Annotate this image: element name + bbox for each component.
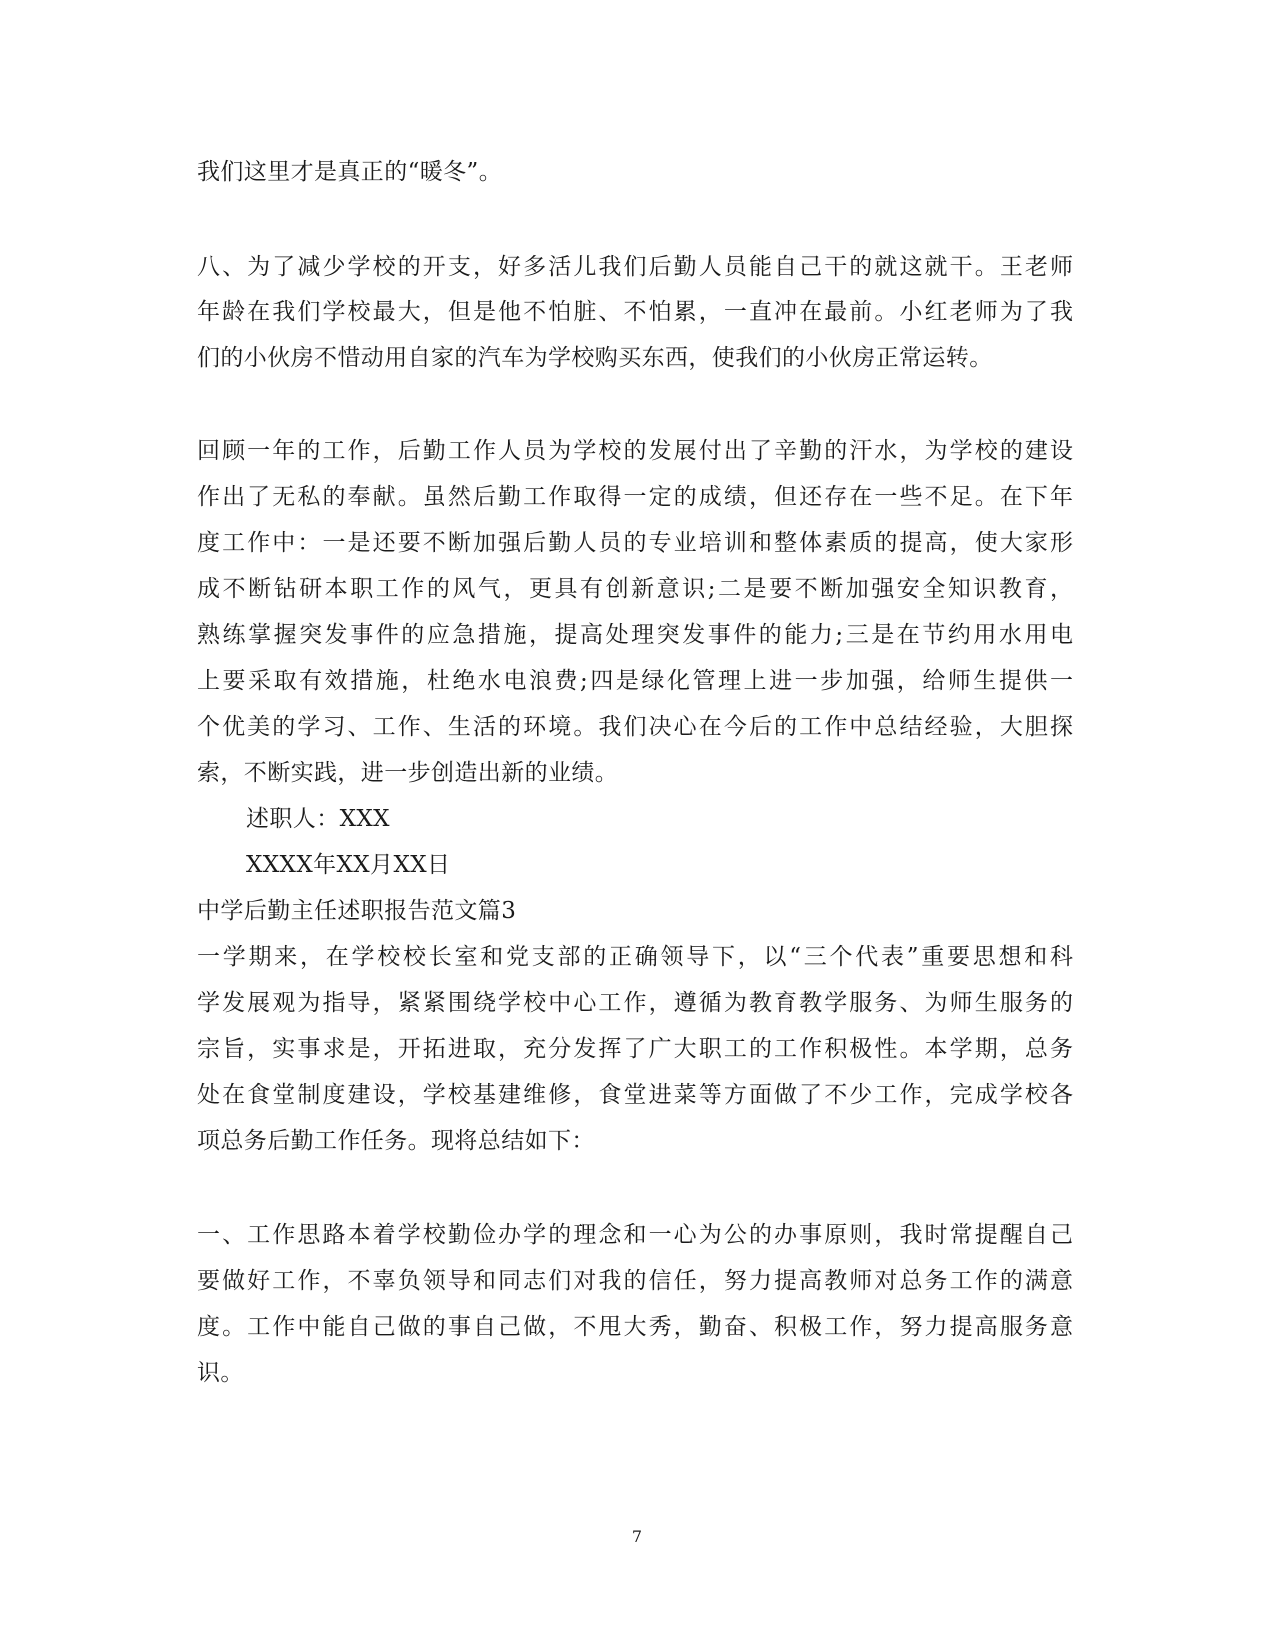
paragraph-line: 八、为了减少学校的开支，好多活儿我们后勤人员能自己干的就这就干。王老师 bbox=[197, 254, 1073, 280]
paragraph-line: 们的小伙房不惜动用自家的汽车为学校购买东西，使我们的小伙房正常运转。 bbox=[197, 345, 993, 371]
paragraph-line: 我们这里才是真正的“暖冬”。 bbox=[197, 159, 503, 185]
date-line: XXXX年XX月XX日 bbox=[246, 852, 451, 878]
paragraph-line: 成不断钻研本职工作的风气，更具有创新意识;二是要不断加强安全知识教育， bbox=[197, 576, 1073, 602]
paragraph-line: 熟练掌握突发事件的应急措施，提高处理突发事件的能力;三是在节约用水用电 bbox=[197, 622, 1073, 648]
paragraph-line: 宗旨，实事求是，开拓进取，充分发挥了广大职工的工作积极性。本学期，总务 bbox=[197, 1036, 1073, 1062]
paragraph-line: 回顾一年的工作，后勤工作人员为学校的发展付出了辛勤的汗水，为学校的建设 bbox=[197, 438, 1073, 464]
paragraph-line: 作出了无私的奉献。虽然后勤工作取得一定的成绩，但还存在一些不足。在下年 bbox=[197, 484, 1073, 510]
paragraph-line: 年龄在我们学校最大，但是他不怕脏、不怕累，一直冲在最前。小红老师为了我 bbox=[197, 299, 1073, 325]
paragraph-line: 个优美的学习、工作、生活的环境。我们决心在今后的工作中总结经验，大胆探 bbox=[197, 714, 1073, 740]
paragraph-line: 处在食堂制度建设，学校基建维修，食堂进菜等方面做了不少工作，完成学校各 bbox=[197, 1082, 1073, 1108]
paragraph-line: 度。工作中能自己做的事自己做，不甩大秀，勤奋、积极工作，努力提高服务意 bbox=[197, 1314, 1073, 1340]
paragraph-line: 学发展观为指导，紧紧围绕学校中心工作，遵循为教育教学服务、为师生服务的 bbox=[197, 990, 1073, 1016]
paragraph-line: 度工作中：一是还要不断加强后勤人员的专业培训和整体素质的提高，使大家形 bbox=[197, 530, 1073, 556]
section-title: 中学后勤主任述职报告范文篇3 bbox=[197, 898, 517, 924]
paragraph-line: 一、工作思路本着学校勤俭办学的理念和一心为公的办事原则，我时常提醒自己 bbox=[197, 1222, 1073, 1248]
paragraph-line: 项总务后勤工作任务。现将总结如下： bbox=[197, 1128, 595, 1154]
paragraph-line: 要做好工作，不辜负领导和同志们对我的信任，努力提高教师对总务工作的满意 bbox=[197, 1268, 1073, 1294]
paragraph-line: 识。 bbox=[197, 1360, 244, 1386]
signature-line: 述职人：XXX bbox=[246, 806, 390, 832]
paragraph-line: 上要采取有效措施，杜绝水电浪费;四是绿化管理上进一步加强，给师生提供一 bbox=[197, 668, 1073, 694]
paragraph-line: 索，不断实践，进一步创造出新的业绩。 bbox=[197, 760, 619, 786]
paragraph-line: 一学期来，在学校校长室和党支部的正确领导下，以“三个代表”重要思想和科 bbox=[197, 944, 1073, 970]
page-number: 7 bbox=[631, 1527, 643, 1546]
